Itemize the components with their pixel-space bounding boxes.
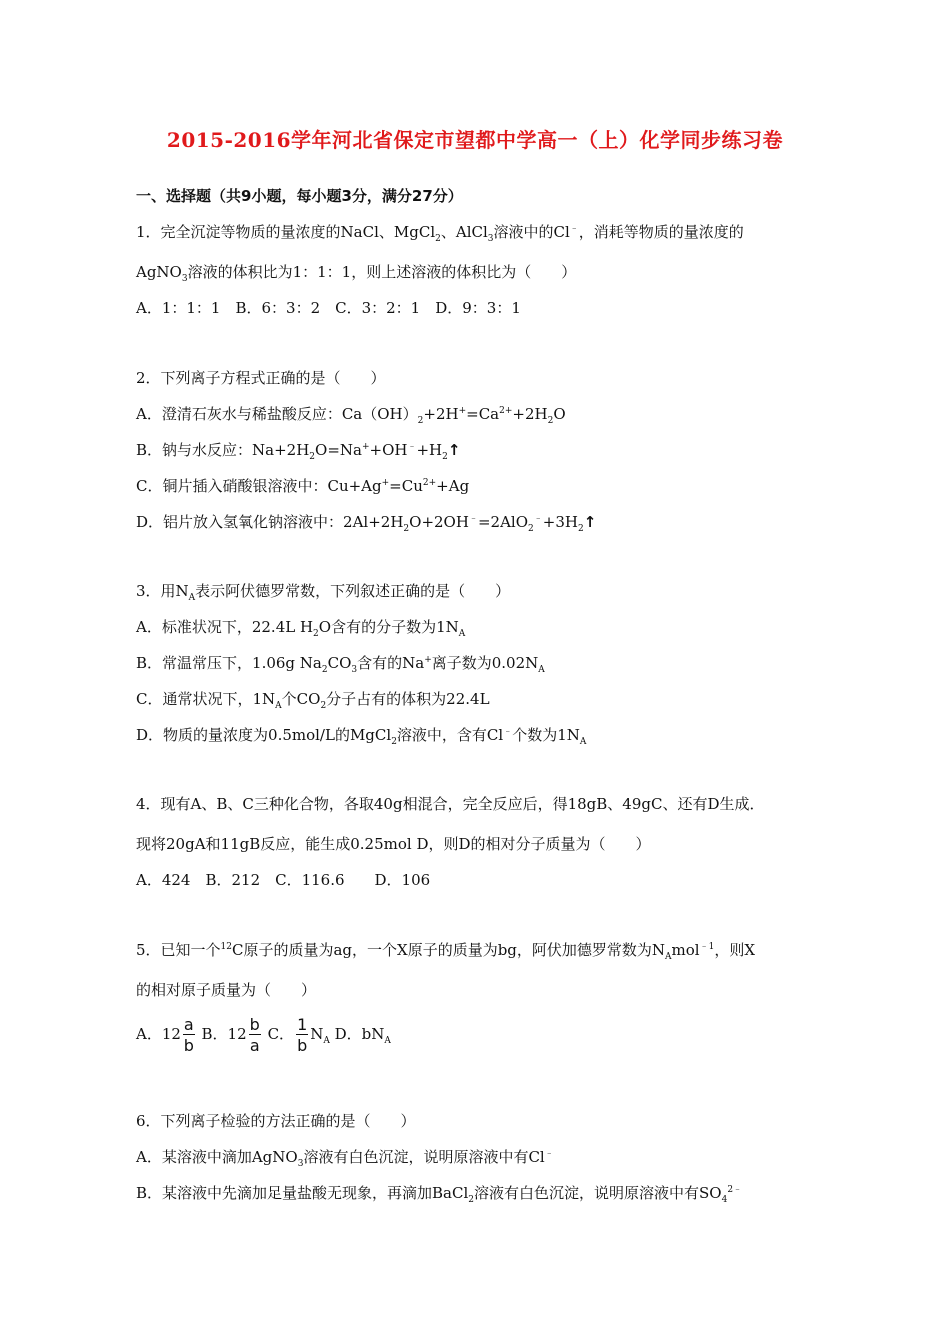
question-1-options: A．1：1：1 B．6：3：2 C．3：2：1 D．9：3：1: [136, 299, 521, 317]
question-2-option-b: B．钠与水反应：$Na+2H_2O=Na^++OH^﹣+H_2↑$: [136, 441, 461, 462]
question-4-options: A．424 B．212 C．116.6 D．106: [136, 871, 431, 889]
question-6-option-b: B．某溶液中先滴加足量盐酸无现象，再滴加BaCl$_2$溶液有白色沉淀，说明原溶液中有$SO_4^{2﹣}$: [136, 1184, 743, 1205]
question-6-stem: 6．下列离子检验的方法正确的是（ ）: [136, 1112, 416, 1130]
question-3-stem: 3．用$N_A$表示阿伏德罗常数，下列叙述正确的是（ ）: [136, 582, 511, 603]
gas-arrow-icon: ↑: [583, 513, 597, 531]
question-3-option-a: A．标准状况下，22.4L $H_2O$含有的分子数为$1N_A$: [136, 618, 466, 639]
question-5-line-2: 的相对原子质量为（ ）: [136, 981, 317, 999]
gas-arrow-icon: ↑: [447, 441, 461, 459]
fraction-1-over-b: $\frac{1}{b}$: [297, 1014, 308, 1055]
fraction-a-over-b: $\frac{a}{b}$: [183, 1014, 194, 1055]
question-3-option-d: D．物质的量浓度为0.5mol/L的MgCl$_2$溶液中，含有Cl﹣个数为$1N_A$: [136, 726, 587, 747]
section-heading: 一、选择题（共9小题，每小题3分，满分27分）: [136, 187, 463, 205]
question-4-line-1: 4．现有A、B、C三种化合物，各取40g相混合，完全反应后，得18gB、49gC、还有D生成．: [136, 795, 765, 813]
question-3-option-c: C．通常状况下，$1N_A$个$CO_2$分子占有的体积为22.4L: [136, 690, 490, 711]
question-2-option-a: A．澄清石灰水与稀盐酸反应：$Ca(OH)_2+2H^+=Ca^{2+}+2H_2O$: [136, 405, 566, 426]
question-6-option-a: A．某溶液中滴加AgNO$_3$溶液有白色沉淀，说明原溶液中有Cl﹣: [136, 1148, 554, 1169]
question-2-stem: 2．下列离子方程式正确的是（ ）: [136, 369, 386, 387]
question-2-option-c: C．铜片插入硝酸银溶液中：$Cu+Ag^+=Cu^{2+}+Ag$: [136, 477, 470, 495]
question-2-option-d: D．铝片放入氢氧化钠溶液中：$2Al+2H_2O+2OH^﹣=2AlO_2^﹣+3H_2↑$: [136, 513, 597, 534]
question-3-option-b: B．常温常压下，1.06g $Na_2CO_3$含有的Na+离子数为$0.02N_A$: [136, 654, 545, 675]
question-1-line-2: AgNO$_3$溶液的体积比为1：1：1，则上述溶液的体积比为（ ）: [136, 263, 577, 284]
question-1-line-1: 1．完全沉淀等物质的量浓度的NaCl、MgCl$_2$、AlCl$_3$溶液中的Cl﹣，消耗等物质的量浓度的: [136, 223, 744, 244]
fraction-b-over-a: $\frac{b}{a}$: [249, 1014, 260, 1055]
question-5-line-1: 5．已知一个$^{12}$C原子的质量为ag，一个X原子的质量为bg，阿伏加德罗常数为$N_Amol^{﹣1}$，则X: [136, 941, 756, 962]
question-5-options: A．12 $\frac{a}{b}$ B．12 $\frac{b}{a}$ C． $\frac{1}{b}$ $N_A$ D．$bN_A$: [136, 1014, 391, 1055]
page-title: 2015-2016学年河北省保定市望都中学高一（上）化学同步练习卷: [166, 128, 784, 152]
question-4-line-2: 现将20gA和11gB反应，能生成0.25mol D，则D的相对分子质量为（ ）: [136, 835, 651, 853]
